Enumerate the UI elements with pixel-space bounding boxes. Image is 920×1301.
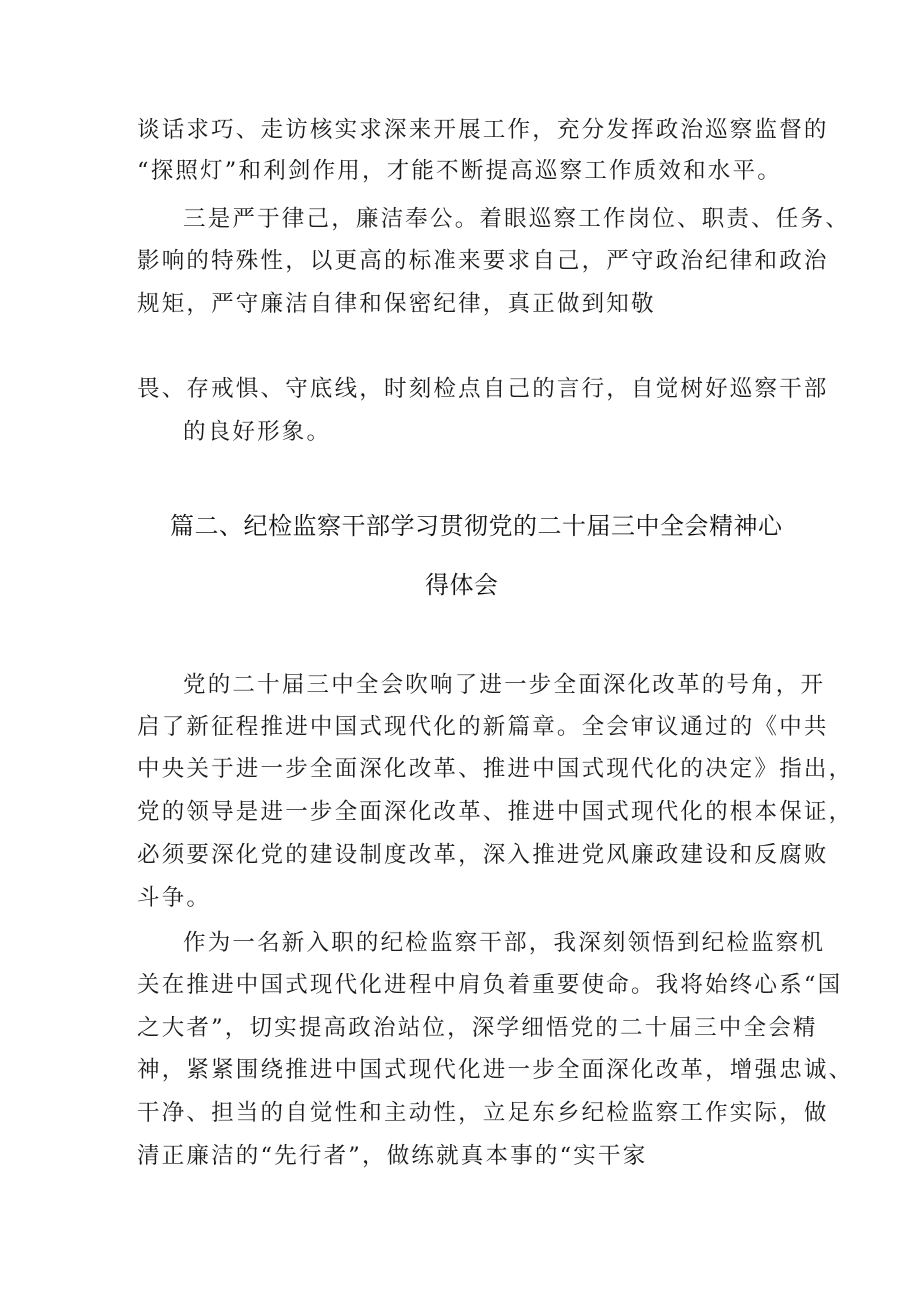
section-heading-line-2: 得体会 [425,571,499,599]
paragraph-2-line-2: 影响的特殊性，以更高的标准来要求自己，严守政治纪律和政治 [137,248,829,274]
paragraph-2-line-5: 的良好形象。 [183,419,332,445]
paragraph-2-line-4: 畏、存戒惧、守底线，时刻检点自己的言行，自觉树好巡察干部 [137,376,829,402]
paragraph-4-line-6: 清正廉洁的“先行者”，做练就真本事的“实干家 [137,1143,648,1169]
paragraph-3-line-1: 党的二十届三中全会吹响了进一步全面深化改革的号角，开 [183,672,826,698]
paragraph-3-line-2: 启了新征程推进中国式现代化的新篇章。全会审议通过的《中共 [137,714,829,740]
paragraph-3-line-3: 中央关于进一步全面深化改革、推进中国式现代化的决定》指出， [137,756,854,782]
paragraph-4-line-1: 作为一名新入职的纪检监察干部，我深刻领悟到纪检监察机 [183,930,826,956]
paragraph-3-line-4: 党的领导是进一步全面深化改革、推进中国式现代化的根本保证， [137,799,854,825]
paragraph-4-line-5: 干净、担当的自觉性和主动性，立足东乡纪检监察工作实际，做 [137,1100,829,1126]
paragraph-4-line-4: 神，紧紧围绕推进中国式现代化进一步全面深化改革，增强忠诚、 [137,1057,854,1083]
paragraph-4-line-2: 关在推进中国式现代化进程中肩负着重要使命。我将始终心系“国 [137,972,843,998]
paragraph-1-line-2: “探照灯”和利剑作用，才能不断提高巡察工作质效和水平。 [137,158,782,184]
section-heading-line-1: 篇二、纪检监察干部学习贯彻党的二十届三中全会精神心 [170,512,783,540]
paragraph-3-line-6: 斗争。 [137,885,212,911]
paragraph-3-line-5: 必须要深化党的建设制度改革，深入推进党风廉政建设和反腐败 [137,842,829,868]
paragraph-1-line-1: 谈话求巧、走访核实求深来开展工作，充分发挥政治巡察监督的 [137,117,829,143]
paragraph-4-line-3: 之大者”，切实提高政治站位，深学细悟党的二十届三中全会精 [137,1015,818,1041]
paragraph-2-line-1: 三是严于律己，廉洁奉公。着眼巡察工作岗位、职责、任务、 [183,206,850,232]
paragraph-2-line-3: 规矩，严守廉洁自律和保密纪律，真正做到知敬 [137,291,656,317]
